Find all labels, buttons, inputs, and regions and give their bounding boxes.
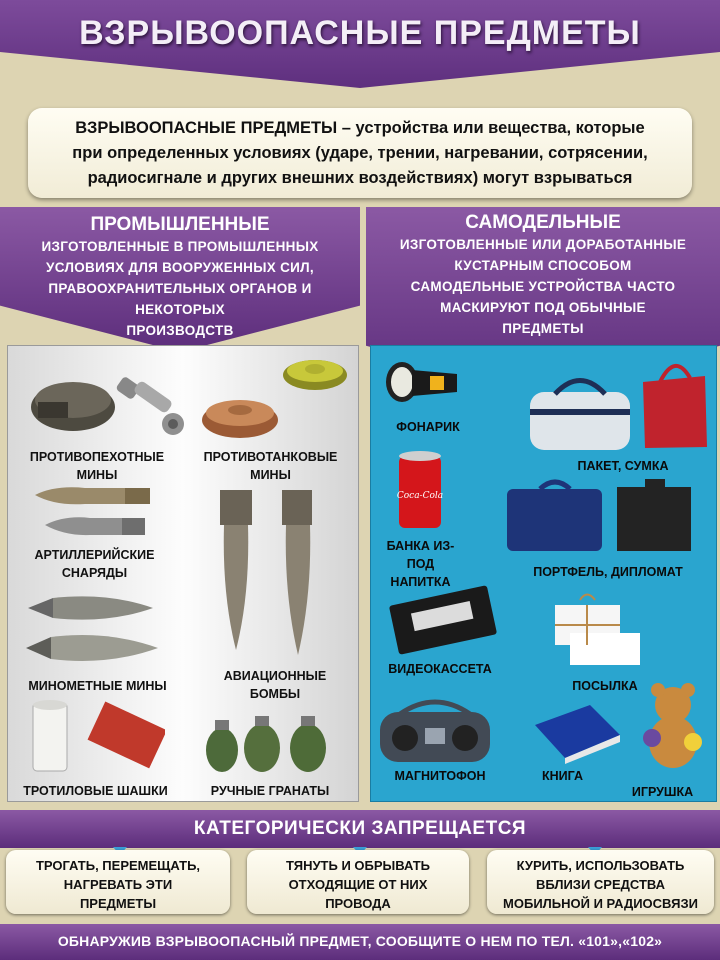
tape-recorder-image [375, 690, 495, 765]
antitank-mines-image [200, 355, 355, 445]
homemade-heading: САМОДЕЛЬНЫЕ [465, 212, 621, 233]
forbidden-text-3: КУРИТЬ, ИСПОЛЬЗОВАТЬ ВБЛИЗИ СРЕДСТВА МОБИЛЬНОЙ И РАДИОСВЯЗИ [503, 858, 698, 911]
forbidden-heading: КАТЕГОРИЧЕСКИ ЗАПРЕЩАЕТСЯ [193, 818, 527, 839]
tape-recorder-label: МАГНИТОФОН [394, 769, 486, 783]
tnt-blocks-label: ТРОТИЛОВЫЕ ШАШКИ [23, 784, 168, 798]
homemade-banner-text: САМОДЕЛЬНЫЕ ИЗГОТОВЛЕННЫЕ ИЛИ ДОРАБОТАННЫЕ КУСТАРНЫМ СПОСОБОМ САМОДЕЛЬНЫЕ УСТРОЙСТВА ЧАСТО МАСКИРУЮТ ПОД ОБЫЧНЫЕ ПРЕДМЕТЫ [366, 212, 720, 339]
aviation-bombs-image [212, 485, 332, 665]
industrial-banner-text: ПРОМЫШЛЕННЫЕ ИЗГОТОВЛЕННЫЕ В ПРОМЫШЛЕННЫХ УСЛОВИЯХ ДЛЯ ВООРУЖЕННЫХ СИЛ, ПРАВООХРАНИТЕЛЬНЫХ ОРГАНОВ И НЕКОТОРЫХ ПРОИЗВОДСТВ [0, 214, 360, 341]
hand-grenades-label: РУЧНЫЕ ГРАНАТЫ [210, 784, 330, 798]
forbidden-text-2: ТЯНУТЬ И ОБРЫВАТЬ ОТХОДЯЩИЕ ОТ НИХ ПРОВОДА [285, 858, 431, 911]
teddy-bear-label: ИГРУШКА [631, 785, 694, 799]
teddy-bear-image [638, 680, 708, 775]
briefcase-image [505, 475, 695, 555]
videocassette-label: ВИДЕОКАССЕТА [388, 662, 492, 676]
footer-text: ОБНАРУЖИВ ВЗРЫВООПАСНЫЙ ПРЕДМЕТ, СООБЩИТЕ О НЕМ ПО ТЕЛ. «101»,«102» [57, 933, 663, 949]
definition-text: ВЗРЫВООПАСНЫЕ ПРЕДМЕТЫ – устройства или вещества, которые при определенных условиях (ударе, трении, нагревании, сотрясении, радиосигнале и других внешних воздействиях) могут взрываться [72, 119, 648, 187]
antipersonnel-mines-label: ПРОТИВОПЕХОТНЫЕ МИНЫ [29, 450, 165, 482]
parcel-image [545, 585, 645, 667]
videocassette-image [383, 585, 503, 655]
tnt-blocks-image [25, 695, 165, 775]
artillery-shells-image [30, 480, 160, 540]
book-label: КНИГА [542, 769, 583, 783]
mortar-mines-image [18, 590, 178, 668]
parcel-label: ПОСЫЛКА [572, 679, 638, 693]
hand-grenades-image [200, 700, 340, 780]
industrial-heading: ПРОМЫШЛЕННЫЕ [90, 214, 270, 235]
poster-title: ВЗРЫВООПАСНЫЕ ПРЕДМЕТЫ [79, 14, 641, 52]
briefcase-label: ПОРТФЕЛЬ, ДИПЛОМАТ [533, 565, 683, 579]
drink-can-image [395, 448, 445, 533]
mortar-mines-label: МИНОМЕТНЫЕ МИНЫ [28, 679, 167, 693]
aviation-bombs-label: АВИАЦИОННЫЕ БОМБЫ [223, 669, 327, 701]
bag-image [525, 352, 710, 452]
artillery-shells-label: АРТИЛЛЕРИЙСКИЕ СНАРЯДЫ [34, 548, 155, 580]
antitank-mines-label: ПРОТИВОТАНКОВЫЕ МИНЫ [203, 450, 338, 482]
book-image [530, 700, 625, 765]
drink-can-label: БАНКА ИЗ-ПОД НАПИТКА [386, 539, 455, 589]
flashlight-label: ФОНАРИК [396, 420, 460, 434]
forbidden-text-1: ТРОГАТЬ, ПЕРЕМЕЩАТЬ, НАГРЕВАТЬ ЭТИ ПРЕДМЕТЫ [35, 858, 201, 911]
can-brand-text: Coca-Cola [396, 491, 444, 501]
flashlight-image [382, 352, 468, 408]
bag-label: ПАКЕТ, СУМКА [577, 459, 669, 473]
antipersonnel-mines-image [18, 372, 193, 442]
